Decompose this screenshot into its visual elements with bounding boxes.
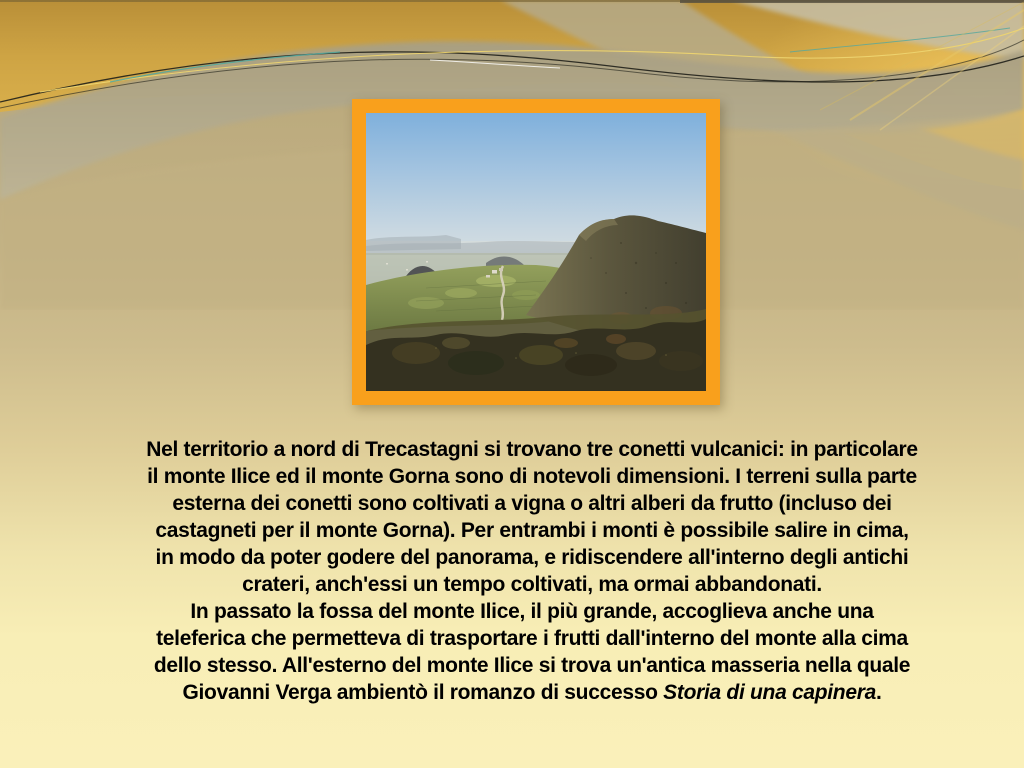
text-segment: Giovanni Verga ambientò il romanzo di successo: [182, 681, 664, 704]
text-line: crateri, anch'essi un tempo coltivati, ma ormai abbandonati.: [242, 573, 822, 596]
body-text: [42, 436, 1022, 706]
text-line: Nel territorio a nord di Trecastagni si trovano tre conetti vulcanici: in particolare: [146, 438, 918, 461]
paragraph-storia: [42, 598, 1022, 706]
text-line: il monte Ilice ed il monte Gorna sono di notevoli dimensioni. I terreni sulla parte: [147, 465, 917, 488]
landscape-photo: [366, 113, 706, 391]
text-line: teleferica che permetteva di trasportare i frutti dall'interno del monte alla cima: [156, 627, 908, 650]
text-line: in modo da poter godere del panorama, e ridiscendere all'interno degli antichi: [155, 546, 909, 569]
text-line: castagneti per il monte Gorna). Per entrambi i monti è possibile salire in cima,: [155, 519, 909, 542]
landscape-photo-frame: [352, 99, 720, 405]
text-line: In passato la fossa del monte Ilice, il più grande, accoglieva anche una: [190, 600, 874, 623]
text-line-with-book-title: [42, 679, 1022, 706]
text-line: dello stesso. All'esterno del monte Ilice si trova un'antica masseria nella quale: [153, 654, 911, 677]
paragraph-territorio: [42, 436, 1022, 598]
text-line: esterna dei conetti sono coltivati a vigna o altri alberi da frutto (incluso dei: [172, 492, 892, 515]
text-segment: .: [875, 681, 882, 704]
book-title: Storia di una capinera: [663, 681, 876, 704]
